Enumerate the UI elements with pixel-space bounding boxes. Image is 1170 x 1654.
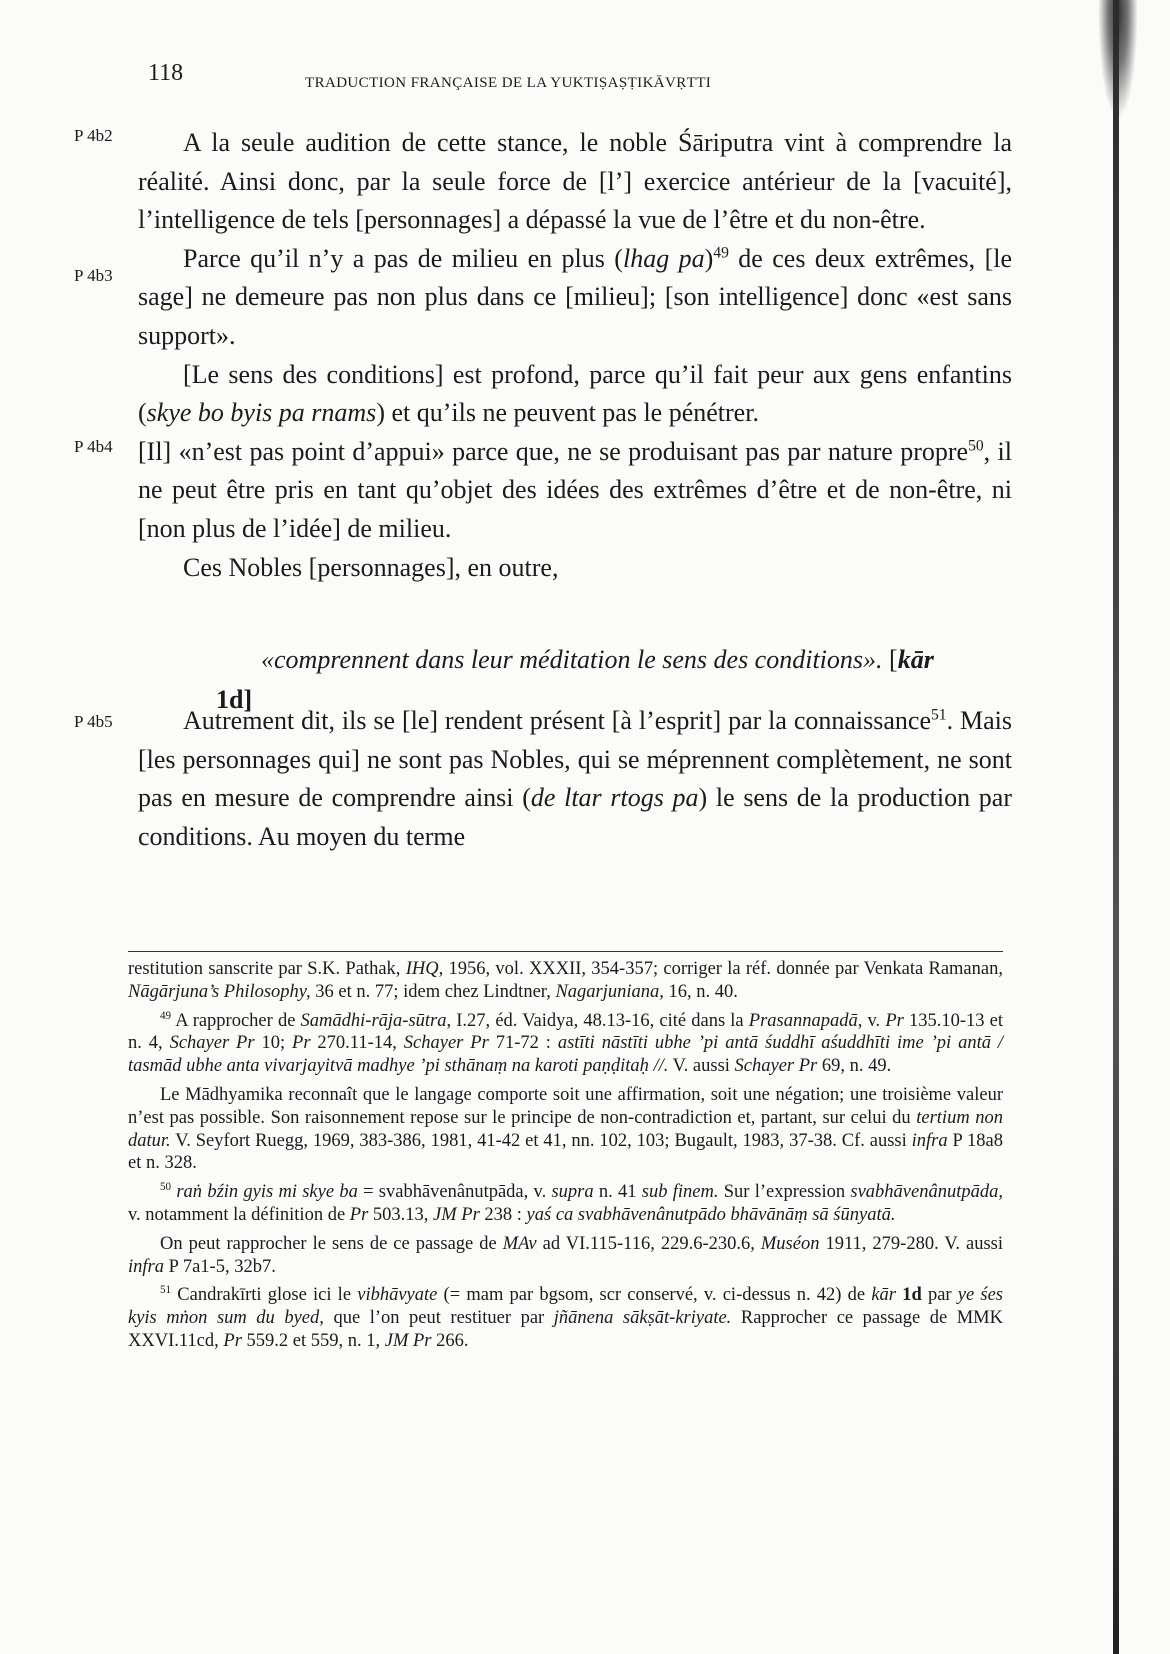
paragraph-2: Parce qu’il n’y a pas de milieu en plus (lhag pa)$^{49}$ de ces deux extrêmes, [le sage] ne demeure pas non plus dans ce [milieu]; [son intelligence] donc «est sans support». xyxy=(138,243,1012,350)
margin-ref-p4b4: P 4b4 xyxy=(74,437,113,456)
margin-ref-p4b2: P 4b2 xyxy=(74,126,113,145)
footnotes xyxy=(128,958,1003,1359)
paragraph-3: [Le sens des conditions] est profond, parce qu’il fait peur aux gens enfantins (skye bo byis pa rnams) et qu’ils ne peuvent pas le pénétrer. xyxy=(138,359,1012,428)
page-edge-binding xyxy=(1113,0,1119,1654)
paragraph-6: Autrement dit, ils se [le] rendent présent [à l’esprit] par la connaissance$^{51}$. Mais [les personnages qui] ne sont pas Nobles, qui se méprennent complètement, ne sont pas en mesure de comprendre ainsi (de ltar rtogs pa) le sens de la production par conditions. Au moyen du terme xyxy=(138,706,1012,851)
page-number: 118 xyxy=(148,60,184,86)
footnote-48-continuation: restitution sanscrite par S.K. Pathak, IHQ, 1956, vol. XXXII, 354-357; corriger la réf. donnée par Venkata Ramanan, Nāgārjuna’s Philosophy, 36 et n. 77; idem chez Lindtner, Nagarjuniana, 16, n. 40. xyxy=(128,959,1003,1002)
paragraph-1: A la seule audition de cette stance, le noble Śāriputra vint à comprendre la réalité. Ainsi donc, par la seule force de [l’] exercice antérieur de la [vacuité], l’intelligence de tels [personnages] a dépassé la vue de l’être et du non-être. xyxy=(138,128,1012,235)
footnote-49-second-paragraph: Le Mādhyamika reconnaît que le langage comporte soit une affirmation, soit une négation; une troisième valeur n’est pas possible. Son raisonnement repose sur le principe de non-contradiction et, partant, sur celui du tertium non datur. V. Seyfort Ruegg, 1969, 383-386, 1981, 41-42 et 41, nn. 102, 103; Bugault, 1983, 37-38. Cf. aussi infra P 18a8 et n. 328. xyxy=(128,1084,1003,1174)
footnote-50: $^{50}$ raṅ bźin gyis mi skye ba = svabhāvenânutpāda, v. supra n. 41 sub finem. Sur l’expression svabhāvenânutpāda, v. notamment la définition de Pr 503.13, JM Pr 238 : yaś ca svabhāvenânutpādo bhāvānāṃ sā śūnyatā. xyxy=(128,1181,1003,1225)
footnote-49: $^{49}$ A rapprocher de Samādhi-rāja-sūtra, I.27, éd. Vaidya, 48.13-16, cité dans la Prasannapadā, v. Pr 135.10-13 et n. 4, Schayer Pr 10; Pr 270.11-14, Schayer Pr 71-72 : astīti nāstīti ubhe ’pi antā śuddhī aśuddhīti ime ’pi antā / tasmād ubhe anta vivarjayitvā madhye ’pi sthānaṃ na karoti paṇḍitaḥ //. V. aussi Schayer Pr 69, n. 49. xyxy=(128,1009,1004,1077)
footnote-50-second-paragraph: On peut rapprocher le sens de ce passage de MAv ad VI.115-116, 229.6-230.6, Muséon 1911, 279-280. V. aussi infra P 7a1-5, 32b7. xyxy=(128,1233,1003,1277)
footnote-rule xyxy=(128,951,1003,952)
body-text-lower xyxy=(138,702,1012,856)
margin-ref-p4b5: P 4b5 xyxy=(74,712,113,731)
running-title: TRADUCTION FRANÇAISE DE LA YUKTIṢAṢṬIKĀVṚTTI xyxy=(305,75,712,91)
margin-ref-p4b3: P 4b3 xyxy=(74,266,113,285)
footnote-51: $^{51}$ Candrakīrti glose ici le vibhāvyate (= mam par bgsom, scr conservé, v. ci-dessus n. 42) de kār 1d par ye śes kyis mṅon sum du byed, que l’on peut restituer par jñānena sākṣāt-kriyate. Rapprocher ce passage de MMK XXVI.11cd, Pr 559.2 et 559, n. 1, JM Pr 266. xyxy=(128,1284,1003,1351)
body-text-upper xyxy=(138,124,1012,587)
paragraph-5: Ces Nobles [personnages], en outre, xyxy=(183,552,559,582)
paragraph-4: [Il] «n’est pas point d’appui» parce que, ne se produisant pas par nature propre$^{50}$, il ne peut être pris en tant qu’objet des idées des extrêmes d’être et de non-être, ni [non plus de l’idée] de milieu. xyxy=(138,436,1012,543)
karika-quote: «comprennent dans leur méditation le sens des conditions». [kār 1d] xyxy=(216,645,934,714)
